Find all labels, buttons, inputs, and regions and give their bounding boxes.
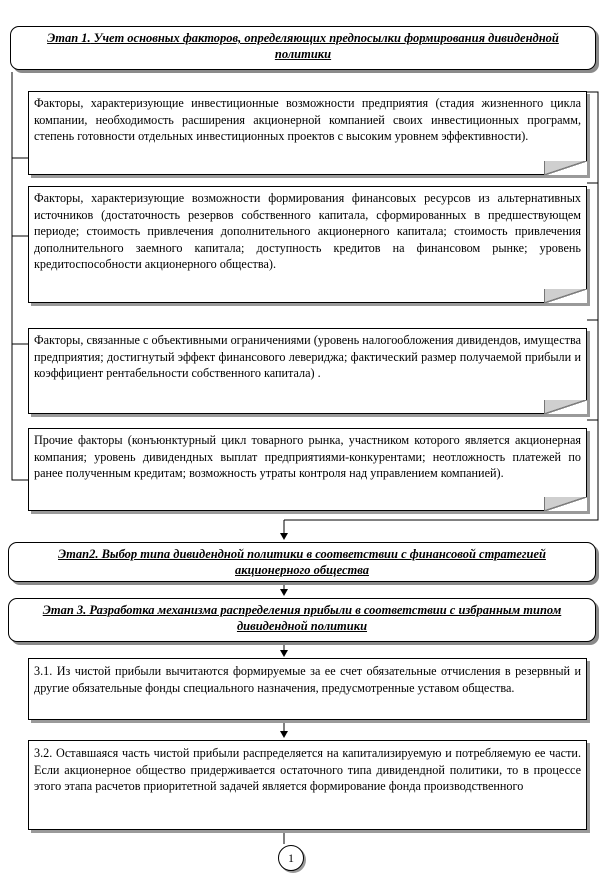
factor-text-4: Прочие факторы (конъюнктурный цикл товарного рынка, участником которого является акционерная компания; уровень дивидендных выплат предприятиями-конкурентами; неотложность платежей по ранее полученным кредитам; возможность утраты контроля над управлением компанией). bbox=[34, 433, 581, 480]
factor-box-financing bbox=[28, 186, 587, 303]
page-connector: 1 bbox=[278, 845, 304, 871]
stage-3-header bbox=[8, 598, 596, 642]
factor-box-other bbox=[28, 428, 587, 511]
factor-text-3: Факторы, связанные с объективными ограничениями (уровень налогообложения дивидендов, имущества предприятия; достигнутый эффект финансового левериджа; фактический размер получаемой прибыли и коэффициент рентабельности собственного капитала) . bbox=[34, 333, 581, 380]
factor-text-2: Факторы, характеризующие возможности формирования финансовых ресурсов из альтернативных источников (достаточность резервов собственного капитала, сформированных в предшествующем периоде; стоимость привлечения дополнительного акционерного капитала; стоимость привлечения дополнительного заемного капитала; доступность кредитов на финансовом рынке; уровень кредитоспособности акционерного общества). bbox=[34, 191, 581, 271]
step-box-3-2 bbox=[28, 740, 587, 830]
stage-3-title: Разработка механизма распределения прибыли в соответствии с избранным типом дивидендной политики bbox=[86, 603, 562, 633]
stage-3-label: Этап 3. bbox=[42, 603, 87, 617]
stage-1-label: Этап 1. bbox=[47, 31, 91, 45]
factor-box-investment bbox=[28, 91, 587, 175]
stage-2-label: Этап2. bbox=[58, 547, 99, 561]
factor-text-1: Факторы, характеризующие инвестиционные возможности предприятия (стадия жизненного цикла компании, необходимость расширения акционерной компанией своих инвестиционных программ, степень готовности отдельных инвестиционных проектов с высоким уровнем эффективности). bbox=[34, 96, 581, 143]
stage-2-title: Выбор типа дивидендной политики в соответствии с финансовой стратегией акционерного общества bbox=[98, 547, 546, 577]
step-box-3-1 bbox=[28, 658, 587, 720]
stage-1-title: Учет основных факторов, определяющих предпосылки формирования дивидендной политики bbox=[90, 31, 559, 61]
stage-1-header bbox=[10, 26, 596, 70]
factor-box-constraints bbox=[28, 328, 587, 414]
left-connector bbox=[12, 72, 28, 480]
step-text-3-1: 3.1. Из чистой прибыли вычитаются формируемые за ее счет обязательные отчисления в резервный и другие обязательные фонды специального назначения, предусмотренные уставом общества. bbox=[34, 664, 581, 695]
step-text-3-2: 3.2. Оставшаяся часть чистой прибыли распределяется на капитализируемую и потребляемую ее части. Если акционерное общество придерживается остаточного типа дивидендной политики, то в процессе этого этапа расчетов приоритетной задачей является формирование фонда производственного bbox=[34, 746, 581, 793]
stage-2-header bbox=[8, 542, 596, 582]
